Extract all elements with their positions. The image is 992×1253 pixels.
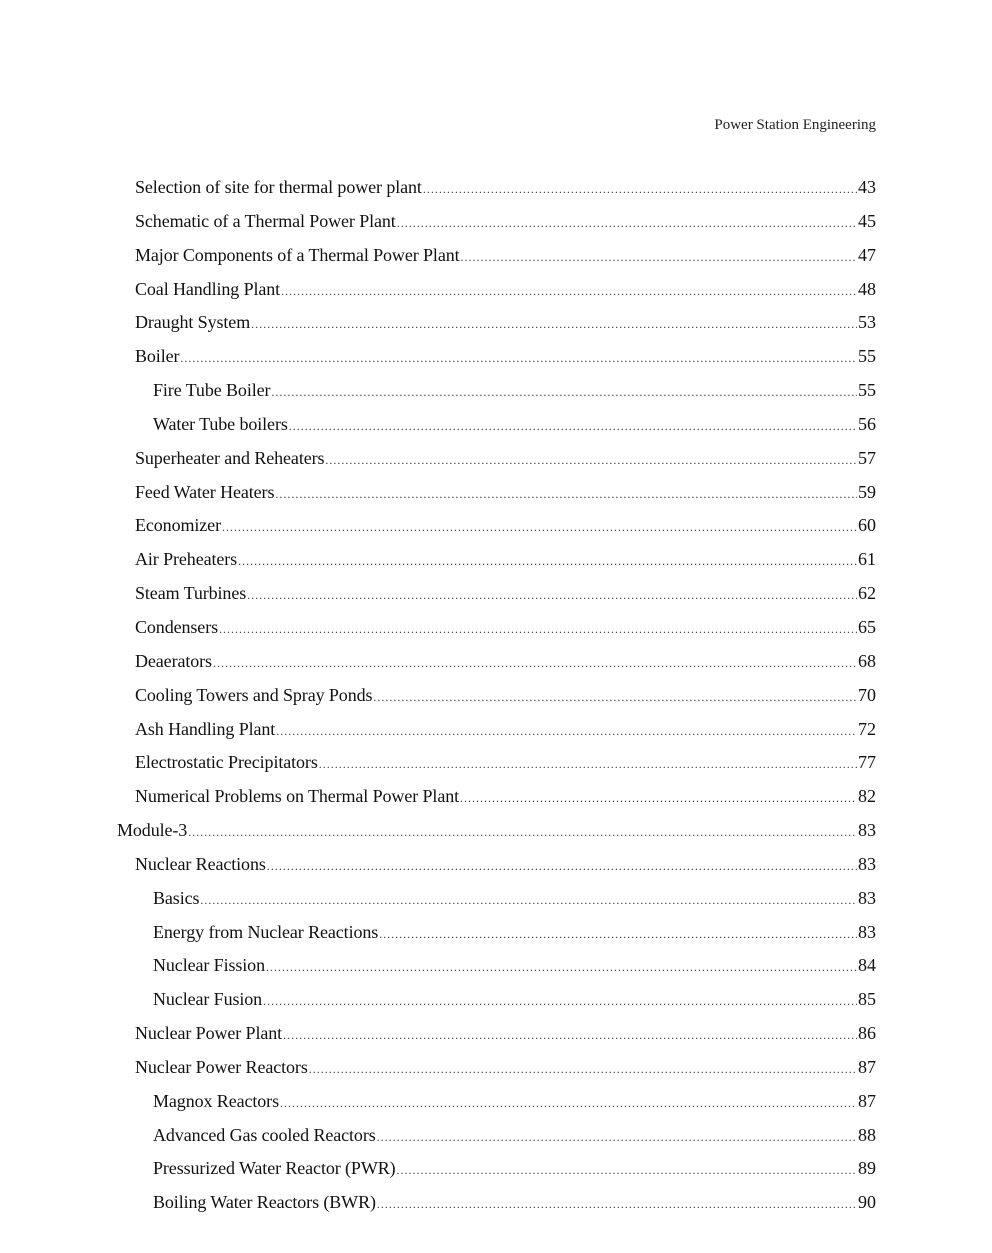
dot-leader bbox=[377, 1124, 857, 1150]
toc-entry-page: 87 bbox=[858, 1056, 876, 1077]
toc-entry[interactable] bbox=[0, 174, 876, 208]
table-of-contents bbox=[0, 174, 876, 1223]
toc-entry-title: Feed Water Heaters bbox=[135, 481, 275, 502]
toc-entry[interactable] bbox=[0, 817, 876, 851]
dot-leader bbox=[289, 413, 857, 439]
toc-entry[interactable] bbox=[0, 952, 876, 986]
dot-leader bbox=[200, 887, 857, 913]
toc-entry[interactable] bbox=[0, 614, 876, 648]
toc-entry[interactable] bbox=[0, 343, 876, 377]
toc-entry-title: Superheater and Reheaters bbox=[135, 447, 325, 468]
toc-entry-page: 62 bbox=[858, 583, 876, 604]
dot-leader bbox=[373, 684, 857, 710]
toc-entry[interactable] bbox=[0, 919, 876, 953]
dot-leader bbox=[247, 582, 857, 608]
toc-entry-page: 84 bbox=[858, 955, 876, 976]
dot-leader bbox=[397, 210, 857, 236]
toc-entry-page: 56 bbox=[858, 413, 876, 434]
dot-leader bbox=[222, 514, 857, 540]
toc-entry[interactable] bbox=[0, 1020, 876, 1054]
toc-entry[interactable] bbox=[0, 411, 876, 445]
toc-entry[interactable] bbox=[0, 276, 876, 310]
toc-entry-title: Schematic of a Thermal Power Plant bbox=[135, 210, 396, 231]
toc-entry-title: Boiler bbox=[135, 346, 180, 367]
toc-entry[interactable] bbox=[0, 309, 876, 343]
toc-entry-page: 53 bbox=[858, 312, 876, 333]
toc-entry-page: 45 bbox=[858, 210, 876, 231]
toc-entry-title: Fire Tube Boiler bbox=[153, 380, 271, 401]
dot-leader bbox=[188, 819, 857, 845]
toc-entry-page: 88 bbox=[858, 1124, 876, 1145]
dot-leader bbox=[377, 1191, 857, 1217]
toc-entry-title: Condensers bbox=[135, 616, 218, 637]
toc-entry-title: Basics bbox=[153, 887, 200, 908]
toc-entry-page: 65 bbox=[858, 616, 876, 637]
dot-leader bbox=[325, 447, 857, 473]
toc-entry-page: 60 bbox=[858, 515, 876, 536]
dot-leader bbox=[219, 616, 857, 642]
toc-entry[interactable] bbox=[0, 749, 876, 783]
dot-leader bbox=[180, 345, 857, 371]
toc-entry-title: Energy from Nuclear Reactions bbox=[153, 921, 379, 942]
toc-entry-page: 68 bbox=[858, 650, 876, 671]
toc-entry-title: Pressurized Water Reactor (PWR) bbox=[153, 1158, 396, 1179]
toc-entry[interactable] bbox=[0, 479, 876, 513]
dot-leader bbox=[251, 311, 857, 337]
toc-entry-title: Nuclear Power Plant bbox=[135, 1023, 283, 1044]
dot-leader bbox=[213, 650, 857, 676]
toc-entry-title: Electrostatic Precipitators bbox=[135, 752, 318, 773]
running-header: Power Station Engineering bbox=[714, 117, 876, 133]
toc-entry[interactable] bbox=[0, 1088, 876, 1122]
toc-entry[interactable] bbox=[0, 682, 876, 716]
dot-leader bbox=[423, 176, 857, 202]
dot-leader bbox=[283, 1022, 857, 1048]
toc-entry-page: 85 bbox=[858, 989, 876, 1010]
toc-entry-title: Advanced Gas cooled Reactors bbox=[153, 1124, 376, 1145]
toc-entry-title: Steam Turbines bbox=[135, 583, 247, 604]
dot-leader bbox=[238, 548, 857, 574]
toc-entry-page: 61 bbox=[858, 549, 876, 570]
toc-entry[interactable] bbox=[0, 1189, 876, 1223]
toc-entry-title: Water Tube boilers bbox=[153, 413, 288, 434]
toc-entry[interactable] bbox=[0, 885, 876, 919]
toc-entry-title: Module-3 bbox=[117, 820, 188, 841]
toc-entry-title: Selection of site for thermal power plant bbox=[135, 177, 422, 197]
toc-entry-title: Magnox Reactors bbox=[153, 1090, 279, 1111]
toc-entry-title: Nuclear Fission bbox=[153, 955, 265, 976]
toc-entry[interactable] bbox=[0, 1054, 876, 1088]
toc-entry-page: 77 bbox=[858, 752, 876, 773]
toc-entry[interactable] bbox=[0, 546, 876, 580]
toc-entry[interactable] bbox=[0, 1155, 876, 1189]
dot-leader bbox=[266, 954, 857, 980]
dot-leader bbox=[276, 718, 857, 744]
toc-entry-page: 83 bbox=[858, 887, 876, 908]
toc-entry-title: Economizer bbox=[135, 515, 221, 536]
toc-entry-title: Air Preheaters bbox=[135, 549, 238, 570]
toc-entry[interactable] bbox=[0, 648, 876, 682]
toc-entry[interactable] bbox=[0, 242, 876, 276]
toc-entry-page: 55 bbox=[858, 380, 876, 401]
toc-entry[interactable] bbox=[0, 1122, 876, 1156]
toc-entry-title: Cooling Towers and Spray Ponds bbox=[135, 684, 373, 705]
dot-leader bbox=[275, 481, 857, 507]
toc-entry-page: 83 bbox=[858, 820, 876, 841]
toc-entry-page: 48 bbox=[858, 278, 876, 299]
dot-leader bbox=[319, 751, 857, 777]
toc-entry-page: 90 bbox=[858, 1192, 876, 1213]
toc-entry-page: 83 bbox=[858, 853, 876, 874]
toc-entry[interactable] bbox=[0, 986, 876, 1020]
toc-entry-page: 83 bbox=[858, 921, 876, 942]
toc-entry[interactable] bbox=[0, 580, 876, 614]
toc-entry-page: 43 bbox=[858, 177, 876, 197]
dot-leader bbox=[271, 379, 857, 405]
toc-entry-page: 70 bbox=[858, 684, 876, 705]
toc-entry[interactable] bbox=[0, 377, 876, 411]
toc-entry[interactable] bbox=[0, 445, 876, 479]
dot-leader bbox=[460, 785, 857, 811]
toc-entry-page: 55 bbox=[858, 346, 876, 367]
toc-entry-title: Draught System bbox=[135, 312, 251, 333]
toc-entry-page: 86 bbox=[858, 1023, 876, 1044]
toc-entry-page: 57 bbox=[858, 447, 876, 468]
toc-entry-title: Ash Handling Plant bbox=[135, 718, 276, 739]
toc-entry[interactable] bbox=[0, 851, 876, 885]
dot-leader bbox=[379, 921, 857, 947]
toc-entry-title: Boiling Water Reactors (BWR) bbox=[153, 1192, 376, 1213]
toc-entry-title: Nuclear Reactions bbox=[135, 853, 266, 874]
dot-leader bbox=[461, 244, 857, 270]
toc-entry-page: 72 bbox=[858, 718, 876, 739]
toc-entry-title: Nuclear Power Reactors bbox=[135, 1056, 308, 1077]
toc-entry-page: 47 bbox=[858, 244, 876, 265]
toc-entry-page: 87 bbox=[858, 1090, 876, 1111]
toc-entry[interactable] bbox=[0, 716, 876, 750]
toc-entry-title: Nuclear Fusion bbox=[153, 989, 263, 1010]
dot-leader bbox=[263, 988, 857, 1014]
dot-leader bbox=[281, 278, 857, 304]
toc-entry-page: 82 bbox=[858, 786, 876, 807]
dot-leader bbox=[397, 1157, 857, 1183]
toc-entry-title: Major Components of a Thermal Power Plant bbox=[135, 244, 460, 265]
toc-entry[interactable] bbox=[0, 783, 876, 817]
toc-entry-title: Numerical Problems on Thermal Power Plant bbox=[135, 786, 460, 807]
toc-entry-page: 89 bbox=[858, 1158, 876, 1179]
toc-entry-page: 59 bbox=[858, 481, 876, 502]
dot-leader bbox=[309, 1056, 857, 1082]
toc-entry-title: Deaerators bbox=[135, 650, 212, 671]
toc-entry[interactable] bbox=[0, 512, 876, 546]
dot-leader bbox=[267, 853, 857, 879]
toc-entry[interactable] bbox=[0, 208, 876, 242]
dot-leader bbox=[280, 1090, 857, 1116]
toc-entry-title: Coal Handling Plant bbox=[135, 278, 281, 299]
